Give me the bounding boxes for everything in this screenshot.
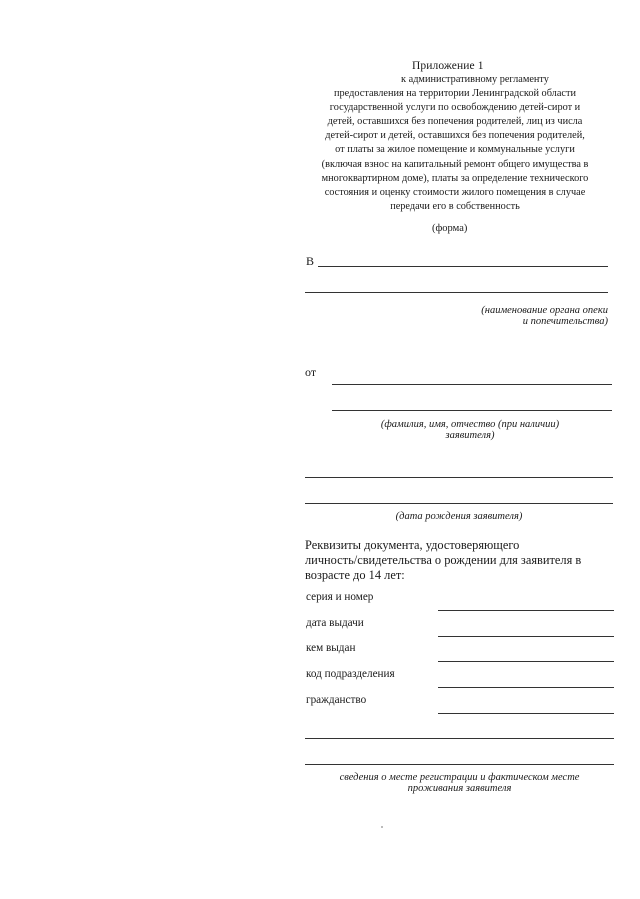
subtitle-line: детей, оставшихся без попечения родителей, лиц из числа xyxy=(327,116,583,128)
form-marker: (форма) xyxy=(432,223,468,234)
field-line-citizenship[interactable] xyxy=(438,713,614,714)
caption-line: (наименование органа опеки xyxy=(481,305,608,316)
field-line-issue-date[interactable] xyxy=(438,636,614,637)
appendix-title: Приложение 1 xyxy=(412,60,484,72)
field-label-citizenship: гражданство xyxy=(306,694,367,706)
applicant-line-2[interactable] xyxy=(332,410,612,411)
residence-line-2[interactable] xyxy=(305,764,614,765)
heading-line: Реквизиты документа, удостоверяющего xyxy=(305,538,520,552)
field-line-issued-by[interactable] xyxy=(438,661,614,662)
recipient-caption xyxy=(380,305,608,327)
birthdate-line-2[interactable] xyxy=(305,503,613,504)
recipient-prefix: В xyxy=(306,254,315,268)
birthdate-line[interactable] xyxy=(305,477,613,478)
subtitle-line: многоквартирном доме), платы за определение технического xyxy=(321,172,589,184)
heading-line: личность/свидетельства о рождении для заявителя в xyxy=(305,553,582,567)
subtitle-line: (включая взнос на капитальный ремонт общего имущества в xyxy=(321,158,589,170)
subtitle-line: предоставления на территории Ленинградской области xyxy=(334,88,576,100)
subtitle-line: от платы за жилое помещение и коммунальные услуги xyxy=(335,144,575,156)
scan-artifact xyxy=(381,826,383,828)
subtitle-line: детей-сирот и детей, оставшихся без попечения родителей, xyxy=(325,130,585,142)
applicant-prefix: от xyxy=(305,365,317,379)
caption-line: проживания заявителя xyxy=(407,783,512,794)
caption-line: сведения о месте регистрации и фактическом месте xyxy=(339,772,580,783)
applicant-caption xyxy=(330,419,610,441)
residence-caption xyxy=(305,772,614,794)
recipient-line-2[interactable] xyxy=(305,292,608,293)
recipient-line[interactable] xyxy=(318,266,608,267)
caption-line: и попечительства) xyxy=(522,316,608,327)
field-label-division-code: код подразделения xyxy=(306,668,395,680)
field-label-issued-by: кем выдан xyxy=(306,642,356,654)
residence-line[interactable] xyxy=(305,738,614,739)
birthdate-caption: (дата рождения заявителя) xyxy=(395,511,523,522)
caption-line: заявителя) xyxy=(445,430,495,441)
subtitle-line: государственной услуги по освобождению детей-сирот и xyxy=(329,102,581,114)
document-heading xyxy=(305,538,615,583)
subtitle-line: состояния и оценку стоимости жилого помещения в случае xyxy=(324,186,586,198)
field-label-issue-date: дата выдачи xyxy=(306,617,364,629)
subtitle-line: передачи его в собственность xyxy=(390,200,520,212)
heading-line: возрасте до 14 лет: xyxy=(305,568,405,582)
field-label-series: серия и номер xyxy=(306,591,374,603)
field-line-series[interactable] xyxy=(438,610,614,611)
appendix-subtitle xyxy=(296,73,614,214)
subtitle-line: к административному регламенту xyxy=(401,74,549,85)
applicant-line[interactable] xyxy=(332,384,612,385)
field-line-division-code[interactable] xyxy=(438,687,614,688)
caption-line: (фамилия, имя, отчество (при наличии) xyxy=(380,419,560,430)
